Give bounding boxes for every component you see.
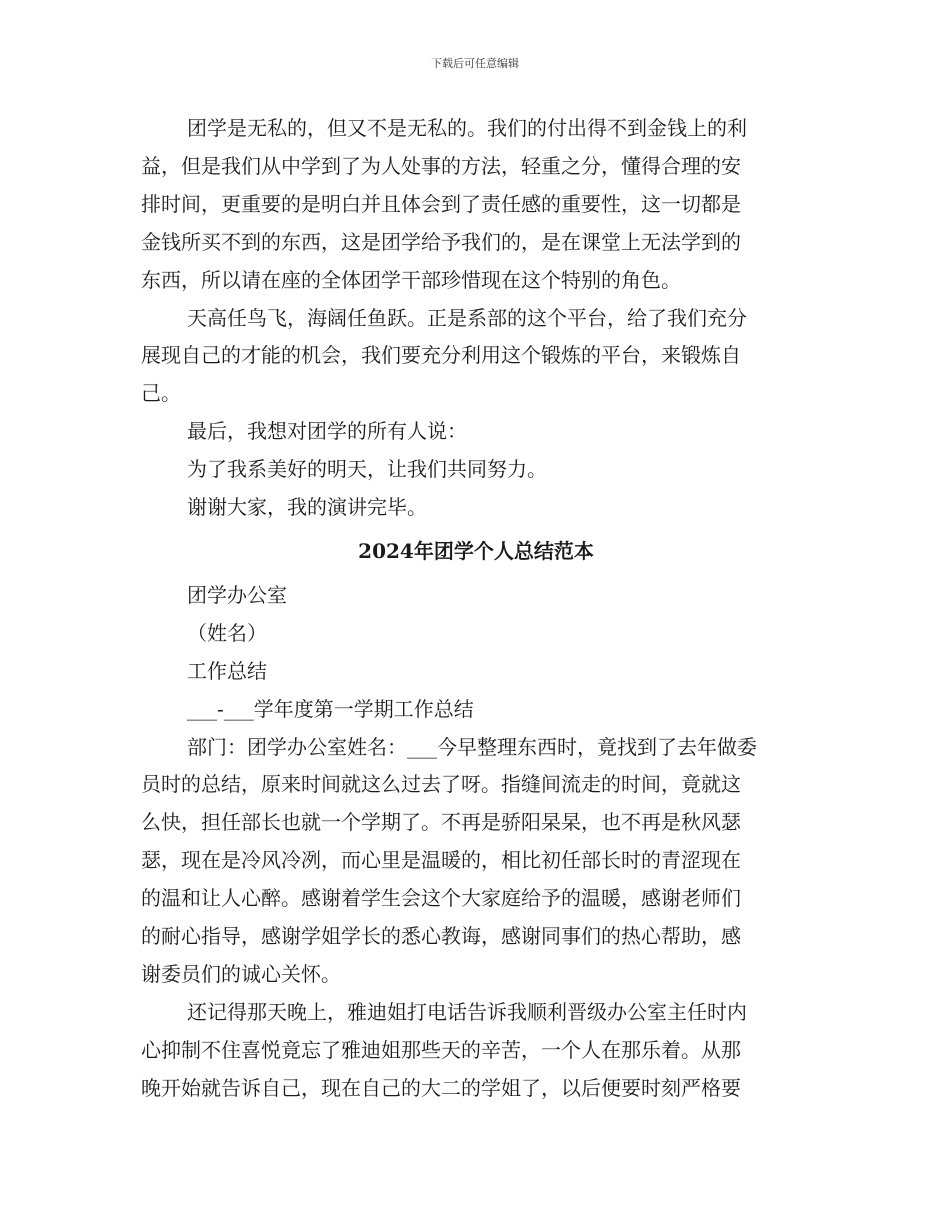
paragraph-line: ___-___学年度第一学期工作总结 xyxy=(187,696,474,721)
paragraph-line: 工作总结 xyxy=(187,658,267,683)
paragraph-line: 团学是无私的，但又不是无私的。我们的付出得不到金钱上的利 xyxy=(187,116,747,140)
paragraph-line: 的耐心指导，感谢学姐学长的悉心教诲，感谢同事们的热心帮助，感 xyxy=(141,924,741,949)
paragraph-line: 的温和让人心醉。感谢着学生会这个大家庭给予的温暖，感谢老师们 xyxy=(141,886,741,911)
paragraph-line: 天高任鸟飞，海阔任鱼跃。正是系部的这个平台，给了我们充分 xyxy=(187,305,747,330)
paragraph-line: 谢委员们的诚心关怀。 xyxy=(141,961,341,986)
paragraph-line: 排时间，更重要的是明白并且体会到了责任感的重要性，这一切都是 xyxy=(141,191,741,216)
paragraph-line: 部门：团学办公室姓名：___今早整理东西时，竟找到了去年做委 xyxy=(187,734,757,759)
paragraph-line: 晚开始就告诉自己，现在自己的大二的学姐了，以后便要时刻严格要 xyxy=(141,1075,741,1100)
paragraph-line: 为了我系美好的明天，让我们共同努力。 xyxy=(187,457,547,482)
paragraph-line: 展现自己的才能的机会，我们要充分利用这个锻炼的平台，来锻炼自 xyxy=(141,343,741,368)
paragraph-line: 东西，所以请在座的全体团学干部珍惜现在这个特别的角色。 xyxy=(141,267,681,292)
paragraph-line: 员时的总结，原来时间就这么过去了呀。指缝间流走的时间，竟就这 xyxy=(141,772,741,797)
paragraph-line: 团学办公室 xyxy=(187,582,287,607)
paragraph-line: 瑟，现在是冷风冷冽，而心里是温暖的，相比初任部长时的青涩现在 xyxy=(141,848,741,873)
document-title: 2024年团学个人总结范本 xyxy=(358,538,594,563)
speech-section xyxy=(141,110,811,527)
page-header: 下载后可任意编辑 xyxy=(431,57,519,70)
paragraph-line: 益，但是我们从中学到了为人处事的方法，轻重之分，懂得合理的安 xyxy=(141,153,741,178)
paragraph-line: 最后，我想对团学的所有人说： xyxy=(187,419,467,444)
document-body xyxy=(141,110,811,1108)
paragraph-line: 么快，担任部长也就一个学期了。不再是骄阳杲杲，也不再是秋风瑟 xyxy=(141,810,741,835)
summary-section xyxy=(141,577,811,1108)
paragraph-line: 谢谢大家，我的演讲完毕。 xyxy=(187,495,427,520)
paragraph-line: （姓名） xyxy=(187,620,267,645)
paragraph-line: 己。 xyxy=(141,381,181,406)
paragraph-line: 心抑制不住喜悦竟忘了雅迪姐那些天的辛苦，一个人在那乐着。从那 xyxy=(141,1037,741,1062)
paragraph-line: 还记得那天晚上，雅迪姐打电话告诉我顺利晋级办公室主任时内 xyxy=(187,999,747,1024)
paragraph-line: 金钱所买不到的东西，这是团学给予我们的，是在课堂上无法学到的 xyxy=(141,229,741,254)
